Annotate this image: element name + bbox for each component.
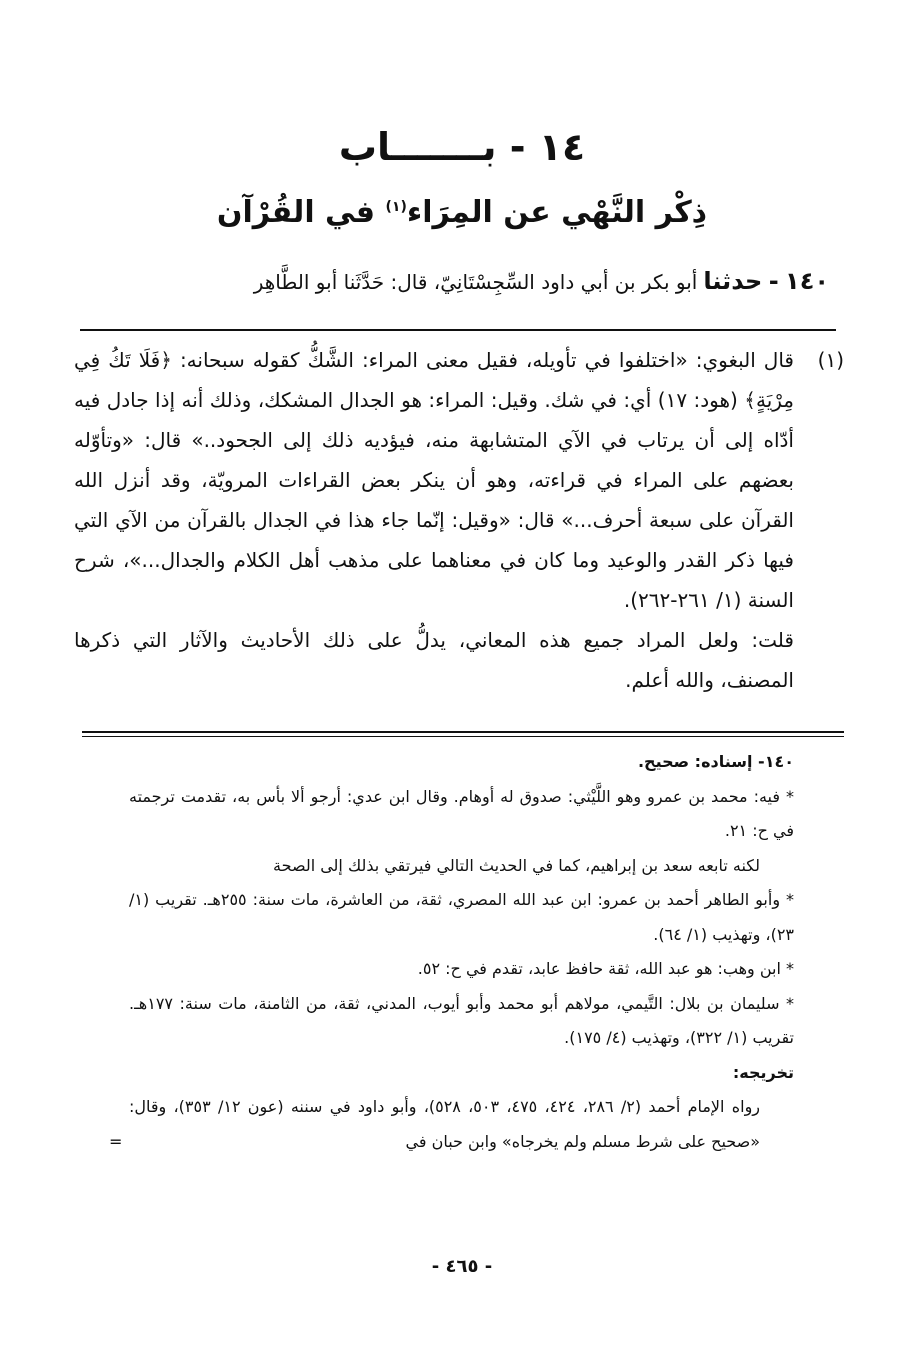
page-number: - ٤٦٥ - xyxy=(431,1256,493,1277)
hadith-text: أبو بكر بن أبي داود السِّجِسْتَانِيّ، قال: حَدَّثَنا أبو الطَّاهِر xyxy=(253,270,698,294)
footnote-note: قلت: ولعل المراد جميع هذه المعاني، يدلُّ على ذلك الأحاديث والآثار التي ذكرها المصنف، والله أعلم. xyxy=(74,628,794,692)
hadith-opening xyxy=(69,264,829,299)
continuation-mark: = xyxy=(109,1131,123,1151)
chapter-title-text: ذِكْر النَّهْي عن المِرَاء xyxy=(406,195,708,230)
footnote-marker: (١) xyxy=(817,348,844,372)
isnad-heading: ١٤٠- إسناده: صحيح. xyxy=(637,752,794,771)
narrator-note: لكنه تابعه سعد بن إبراهيم، كما في الحديث التالي فيرتقي بذلك إلى الصحة xyxy=(273,855,760,875)
footnote-ref: (١) xyxy=(385,199,407,215)
chapter-heading xyxy=(0,122,924,172)
hadith-dash: - xyxy=(768,267,779,295)
takhrij-body: رواه الإمام أحمد (٢/ ٢٨٦، ٤٢٤، ٤٧٥، ٥٠٣، ٥٢٨)، وأبو داود في سننه (عون ١٢/ ٣٥٣)، وقال: «صحيح على شرط مسلم ولم يخرجاه» وابن حبان في xyxy=(129,1097,761,1151)
haddathana-word: حدثنا xyxy=(703,267,763,295)
chapter-title xyxy=(0,185,924,235)
takhrij-text xyxy=(109,1090,761,1159)
section-divider xyxy=(82,731,844,733)
footnote-separator xyxy=(80,329,836,331)
chapter-dash: - xyxy=(509,125,526,169)
chapter-number: ١٤ xyxy=(538,125,586,169)
narrator-note: * وأبو الطاهر أحمد بن عمرو: ابن عبد الله المصري، ثقة، من العاشرة، مات سنة: ٢٥٥هـ. تقريب (١/ ٢٣)، وتهذيب (١/ ٦٤). xyxy=(129,890,794,944)
footnote-1 xyxy=(74,340,844,700)
chapter-title-end: في القُرْآن xyxy=(216,195,376,230)
footnote-text: قال البغوي: «اختلفوا في تأويله، فقيل معنى المراء: الشَّكُّ كقوله سبحانه: ﴿فَلَا تَكُ فِي مِرْيَةٍ﴾ (هود: ١٧) أي: في شك. وقيل: المراء: هو الجدال المشكك، وذلك أنه إذا جادل فيه أدّاه إلى أن يرتاب في الآي المتشابهة منه، فيؤديه ذلك إلى الجحود..» قال: «وتأوّله بعضهم على المراء في قراءته، وهو أن ينكر بعض القراءات المرويّة، وقد أنزل الله القرآن على سبعة أحرف...» قال: «وقيل: إنّما جاء هذا في الجدال بالقرآن من الآي التي فيها ذكر القدر والوعيد وما كان في معناهما على مذهب أهل الكلام والجدال...»، شرح السنة (١/ ٢٦١-٢٦٢). xyxy=(74,348,795,612)
hadith-number: ١٤٠ xyxy=(785,267,829,295)
narrator-note: * ابن وهب: هو عبد الله، ثقة حافظ عابد، تقدم في ح: ٥٢. xyxy=(417,959,794,978)
chapter-word: بـــــــاب xyxy=(338,125,497,169)
narrator-note: * فيه: محمد بن عمرو وهو اللَّيْثي: صدوق له أوهام. وقال ابن عدي: أرجو ألا بأس به، تقدمت ترجمته في ح: ٢١. xyxy=(129,786,794,840)
isnad-section xyxy=(109,745,794,1159)
narrator-note: * سليمان بن بلال: التَّيمي، مولاهم أبو محمد وأبو أيوب، المدني، ثقة، من الثامنة، مات سنة: ١٧٧هـ. تقريب (١/ ٣٢٢)، وتهذيب (٤/ ١٧٥). xyxy=(129,993,794,1047)
takhrij-heading: تخريجه: xyxy=(732,1062,794,1082)
section-divider-thin xyxy=(82,736,844,737)
